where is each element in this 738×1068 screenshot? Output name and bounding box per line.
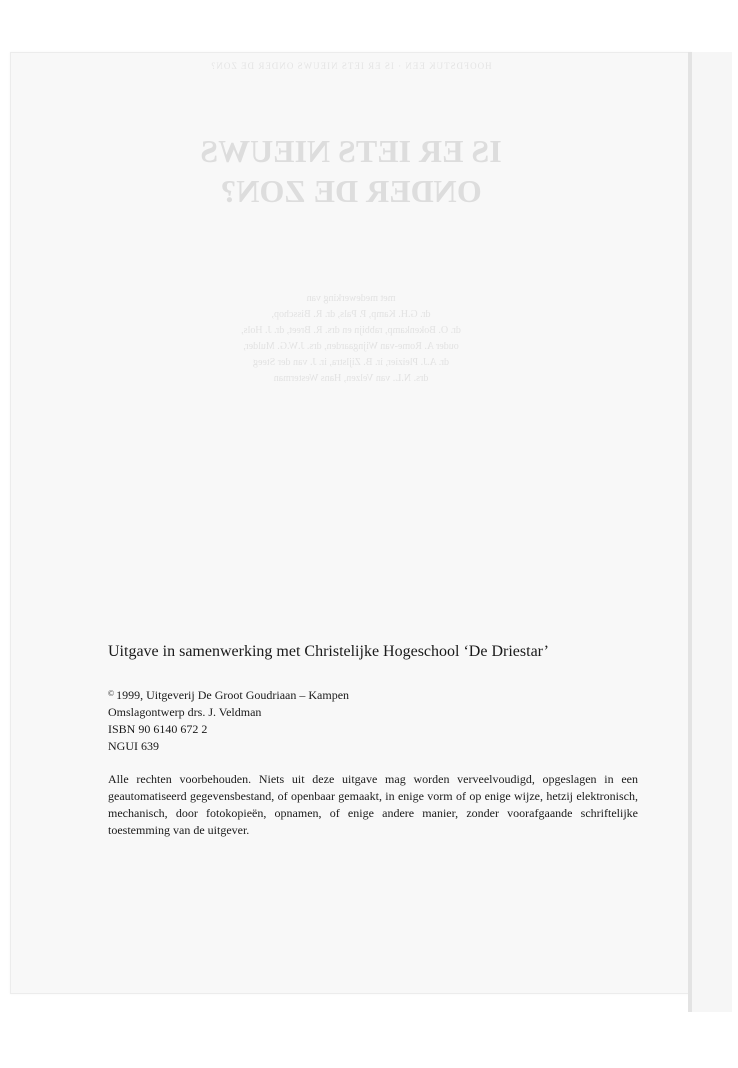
facing-page-strip bbox=[692, 52, 732, 1012]
imprint-block bbox=[108, 685, 349, 755]
ngui-code: NGUI 639 bbox=[108, 739, 159, 753]
bleed-through-contributor-line: ouder A. Rome-van Wijngaarden, drs. J.W.G. Mulder, bbox=[243, 341, 459, 352]
bleed-through-title-line: IS ER IETS NIEUWS bbox=[200, 133, 502, 169]
bleed-through-contributor-line: drs. N.L. van Velzen, Hans Westerman bbox=[273, 373, 429, 384]
bleed-through-title-line: ONDER DE ZON? bbox=[220, 173, 482, 209]
bleed-through-contributor-line: dr. G.H. Kamp, P. Pals, dr. R. Bisschop, bbox=[271, 309, 431, 320]
copyright-symbol: © bbox=[108, 689, 115, 698]
cover-design-credit: Omslagontwerp drs. J. Veldman bbox=[108, 705, 262, 719]
copyright-text: 1999, Uitgeverij De Groot Goudriaan – Kampen bbox=[116, 688, 350, 702]
rights-notice: Alle rechten voorbehouden. Niets uit deze uitgave mag worden verveelvoudigd, opgeslagen in een geautomatiseerd gegevensbestand, of openbaar gemaakt, in enige vorm of op enige wijze, hetzij elektronisch, mechanisch, door fotokopieën, opnamen, of enige andere manier, zonder voorafgaande schriftelijke toestemming van de uitgever. bbox=[108, 772, 638, 837]
bleed-through-contributors bbox=[11, 291, 691, 387]
bleed-through-title bbox=[11, 131, 691, 211]
bleed-through-contributor-line: dr. A.J. Pleizier, ir. B. Zijlstra, ir. J. van der Steeg bbox=[253, 357, 449, 368]
copyright-line bbox=[108, 685, 349, 704]
isbn: ISBN 90 6140 672 2 bbox=[108, 722, 208, 736]
bleed-through-header: HOOFDSTUK EEN · IS ER IETS NIEUWS ONDER DE ZON? bbox=[210, 61, 492, 71]
bleed-through-contributor-line: met medewerking van bbox=[306, 293, 396, 304]
book-page bbox=[10, 52, 692, 994]
bleed-through-contributor-line: dr. O. Bokenkamp, rabbijn en drs. R. Breet, dr. J. Hols, bbox=[241, 325, 461, 336]
publisher-line: Uitgave in samenwerking met Christelijke Hogeschool ‘De Driestar’ bbox=[108, 643, 549, 660]
